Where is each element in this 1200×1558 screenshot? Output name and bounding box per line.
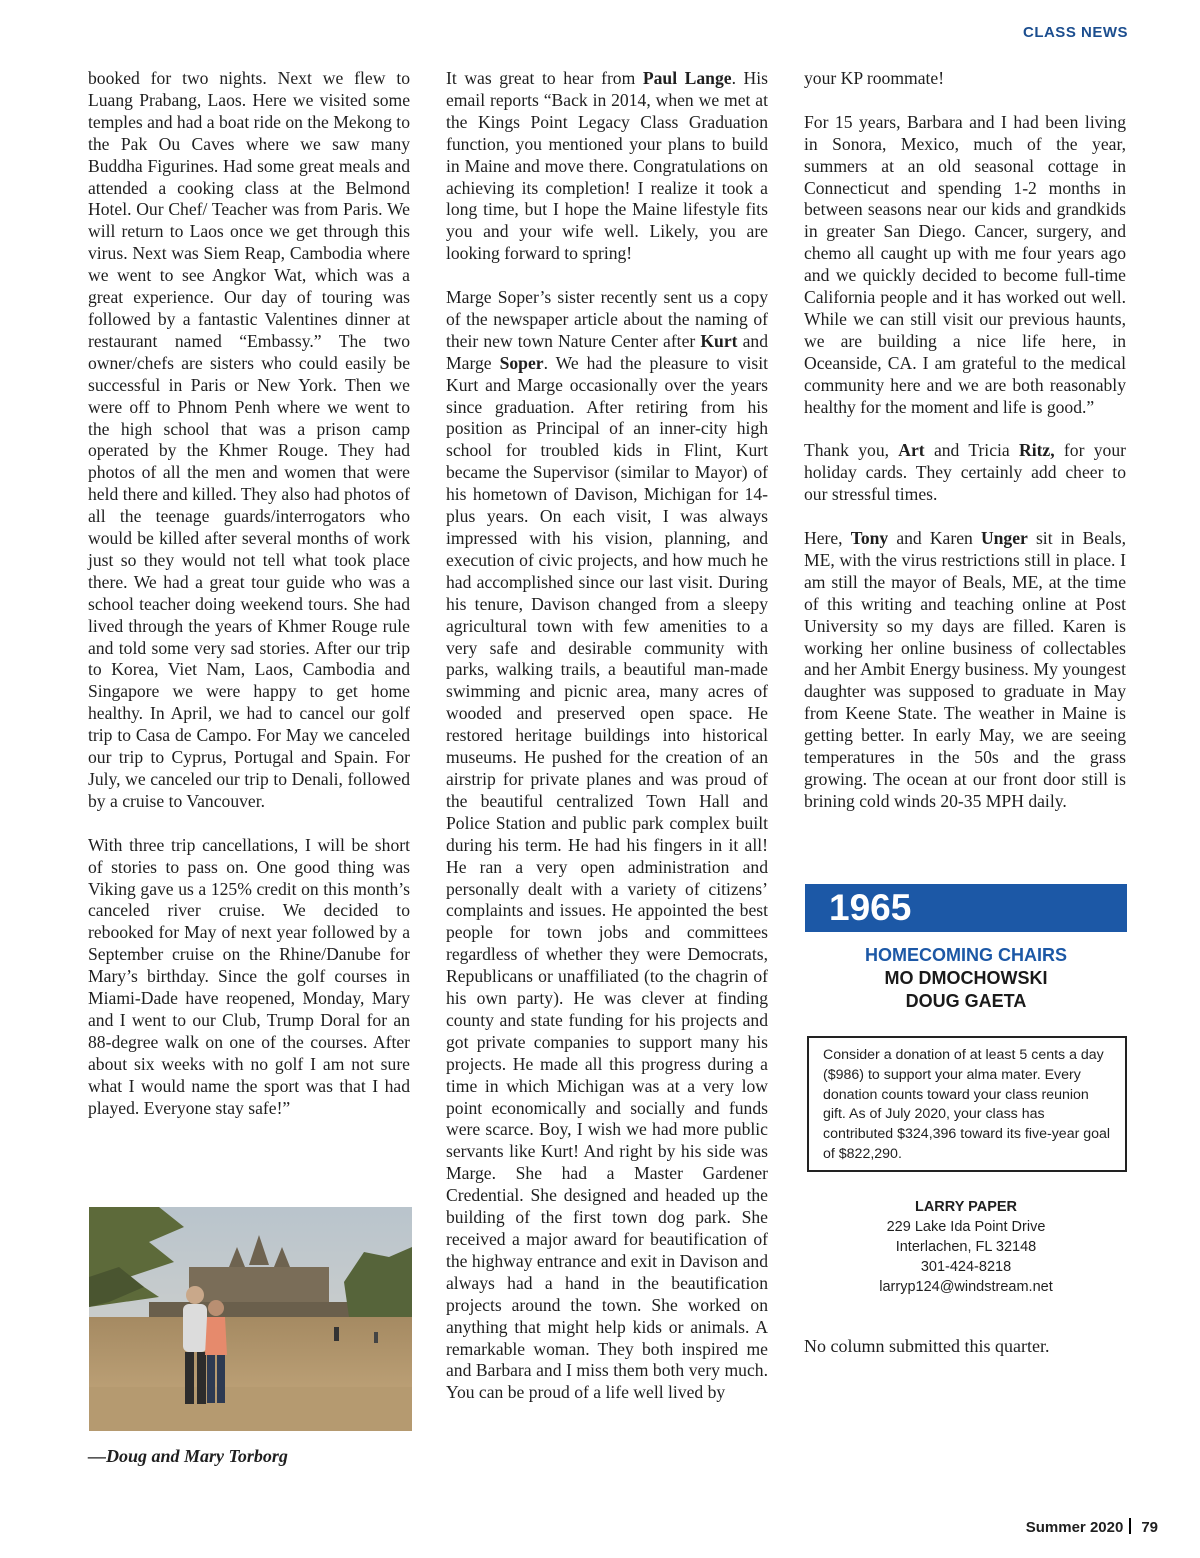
class-year-banner: 1965 xyxy=(805,884,1127,932)
column-1 xyxy=(88,68,410,1141)
column-3 xyxy=(804,68,1126,835)
classmate-name: Kurt xyxy=(700,330,738,351)
col2-paragraph-2: Marge Soper’s sister recently sent us a copy of the newspaper article about the naming of their new town Nature Center after Kurt and Marge Soper. We had the pleasure to visit Kurt and Marge occasionally over the years since graduation. After retiring from his position as Principal of an inner-city high school for troubled kids in Flint, Kurt became the Supervisor (similar to Mayor) of his hometown of Davison, Michigan for 14-plus years. On each visit, I was always impressed with his vision, planning, and execution of civic projects, and how much he had accomplished since our last visit. During his tenure, Davison changed from a sleepy agricultural town with few amenities to a very safe and desirable community with parks, walking trails, a beautiful man-made swimming and picnic area, many acres of wooded and preserved open space. He restored heritage buildings into historical museums. He pushed for the creation of an airstrip for private planes and was proud of the beautiful centralized Town Hall and Police Station and public park complex built during his term. He had his fingers in it all! He ran a very open administration and personally dealt with a variety of citizens’ complaints and issues. He appointed the best people for town jobs and committees regardless of whether they were Democrats, Republicans or unaffiliated (to the chagrin of his own party). He was clever at finding county and state funding for his projects and got private companies to support many his projects. He made all this progress during a time in which Michigan was at a very low point economically and socially and funds were scarce. Boy, I wish we had more public servants like Kurt! And right by his side was Marge. She had a Master Gardener Credential. She designed and headed up the building of the first town dog park. She received a major award for beautification of the highway entrance and exit in Davison and always had a hand in the beautification projects around the town. She worked on anything that might help kids or animals. A remarkable woman. They both inspired me and Barbara and I miss them both very much. You can be proud of a life well lived by xyxy=(446,287,768,1403)
classmate-name: Unger xyxy=(980,527,1028,548)
col3-paragraph-1: For 15 years, Barbara and I had been living in Sonora, Mexico, much of the year, summers at an old seasonal cottage in Connecticut and spending 1-2 months in between seasons near our kids and grandkids in greater San Diego. Cancer, surgery, and chemo all caught up with me four years ago and we quickly decided to become full-time California people and it has worked out well. While we can still visit our previous haunts, we are building a nice life here, in Oceanside, CA. I am grateful to the medical community here and we are both reasonably healthy for the moment and life is good.” xyxy=(804,111,1126,417)
chair-name: MO DMOCHOWSKI xyxy=(884,968,1048,988)
contact-address: 229 Lake Ida Point Drive xyxy=(886,1219,1046,1235)
no-column-note: No column submitted this quarter. xyxy=(804,1336,1050,1356)
chairs-title: HOMECOMING CHAIRS xyxy=(865,945,1067,965)
col2-paragraph-1: It was great to hear from Paul Lange. His email reports “Back in 2014, when we met at the Kings Point Legacy Class Graduation function, you mentioned your plans to build in Maine and move there. Congratulations on achieving its completion! I realize it took a long time, but I hope the Maine lifestyle fits you and your wife well. Likely, you are looking forward to spring! xyxy=(446,68,768,264)
column-2 xyxy=(446,68,768,1426)
classmate-name: Ritz, xyxy=(1018,440,1055,461)
photo-caption: —Doug and Mary Torborg xyxy=(88,1446,288,1466)
classmate-name: Tony xyxy=(850,527,889,548)
classmate-name: Art xyxy=(898,440,925,461)
col3-paragraph-3: Here, Tony and Karen Unger sit in Beals, ME, with the virus restrictions still in place. I am still the mayor of Beals, ME, at the time of this writing and teaching online at Post University so my days are filled. Karen is working her online business of collectables and her Ambit Energy business. My youngest daughter was supposed to graduate in May from Keene State. The weather in Maine is getting better. In early May, we are seeing temperatures in the 50s and the grass growing. The ocean at our front door still is brining cold winds 20-35 MPH daily. xyxy=(804,527,1126,811)
contact-name: LARRY PAPER xyxy=(914,1199,1018,1215)
page-number: 79 xyxy=(1141,1519,1158,1536)
classmate-name: Soper xyxy=(499,352,544,373)
col1-paragraph-1: booked for two nights. Next we flew to Luang Prabang, Laos. Here we visited some temples and had a boat ride on the Mekong to the Pak Ou Caves where we saw many Buddha Figurines. Had some great meals and attended a cooking class at the Belmond Hotel. Our Chef/ Teacher was from Paris. We will return to Laos once we get through this virus. Next was Siem Reap, Cambodia where we went to see Angkor Wat, which was a great experience. Our day of touring was followed by a fantastic Valentines dinner at restaurant named “Embassy.” The two owner/chefs are sisters who could easily be successful in Paris or New York. Then we were off to Phnom Penh where we went to the high school that was a prison camp operated by the Khmer Rouge. They had photos of all the men and women that were held there and killed. They also had photos of all the teenage guards/interrogators who would be killed after several months of work just so they would not tell what took place there. We had a great tour guide who was a school teacher doing weekend tours. She had lived through the years of Khmer Rouge rule and told some very sad stories. After our trip to Korea, Viet Nam, Laos, Cambodia and Singapore we were happy to get home healthy. In April, we had to cancel our golf trip to Casa de Campo. For May we canceled our trip to Cyprus, Portugal and Spain. For July, we canceled our trip to Denali, followed by a cruise to Vancouver. xyxy=(88,68,410,811)
issue-label: Summer 2020 xyxy=(1025,1519,1124,1536)
donation-box: Consider a donation of at least 5 cents a day ($986) to support your alma mater. Every donation counts toward your class reunion gift. As of July 2020, your class has contributed $324,396 toward its five-year goal of $822,290. xyxy=(807,1036,1127,1172)
page-footer xyxy=(1026,1518,1158,1536)
col1-paragraph-2: With three trip cancellations, I will be short of stories to pass on. One good thing was Viking gave us a 125% credit on this month’s canceled river cruise. We decided to rebooked for May of next year followed by a September cruise on the Rhine/Danube for Mary’s birthday. Since the golf courses in Miami-Dade have reopened, Monday, Mary and I went to our Club, Trump Doral for an 88-degree walk on one of the courses. After about six weeks with no golf I am not sure what I would name the sport was that I had played. Everyone stay safe!” xyxy=(88,834,410,1118)
contact-city: Interlachen, FL 32148 xyxy=(895,1239,1037,1255)
section-label: CLASS NEWS xyxy=(1022,24,1128,41)
homecoming-chairs xyxy=(805,944,1127,1013)
contact-email: larryp124@windstream.net xyxy=(879,1279,1053,1295)
col3-paragraph-2: Thank you, Art and Tricia Ritz, for your holiday cards. They certainly add cheer to our stressful times. xyxy=(804,440,1126,505)
contact-phone: 301-424-8218 xyxy=(920,1259,1012,1275)
col3-paragraph-0: your KP roommate! xyxy=(804,68,945,88)
class-contact xyxy=(805,1197,1127,1297)
footer-divider xyxy=(1129,1518,1131,1534)
chair-name: DOUG GAETA xyxy=(905,991,1027,1011)
classmate-name: Paul Lange xyxy=(642,68,732,88)
angkor-wat-photo xyxy=(89,1207,412,1431)
